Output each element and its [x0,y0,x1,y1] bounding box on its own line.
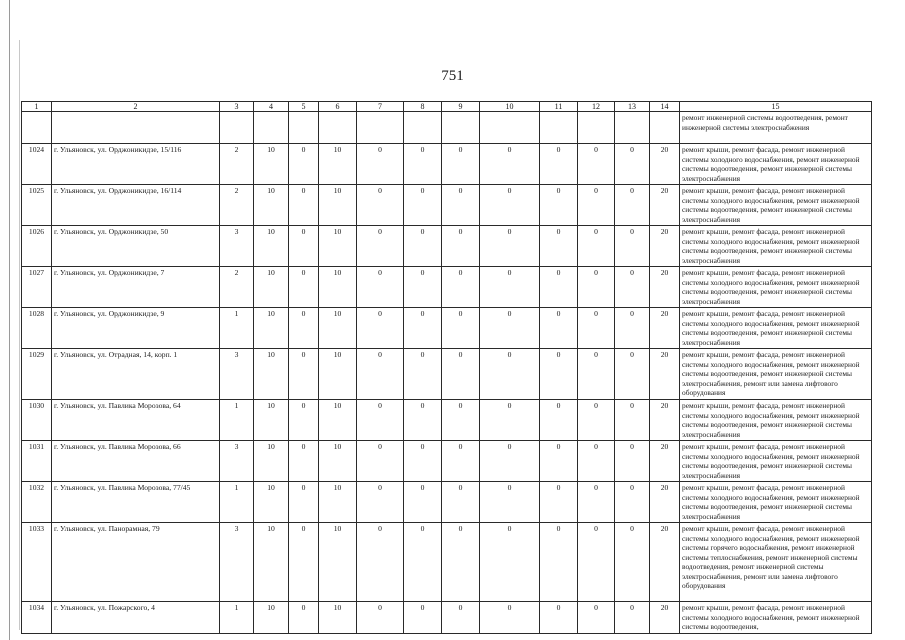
value-cell: 10 [319,602,357,634]
value-cell: 0 [540,226,578,267]
value-cell: 0 [578,482,615,523]
value-cell: 0 [442,144,480,185]
value-cell: 10 [254,482,289,523]
value-cell: 20 [650,267,680,308]
house-address: г. Ульяновск, ул. Пожарского, 4 [52,602,220,634]
row-number: 1034 [22,602,52,634]
value-cell: 0 [615,523,650,602]
value-cell: 0 [480,349,540,400]
column-number: 15 [680,102,872,112]
works-list: ремонт крыши, ремонт фасада, ремонт инженерной системы холодного водоснабжения, ремонт инженерной системы водоотведения, ремонт инженерной системы электроснабжения [680,482,872,523]
value-cell: 10 [319,523,357,602]
value-cell: 0 [540,267,578,308]
value-cell: 0 [442,482,480,523]
value-cell: 0 [404,602,442,634]
value-cell: 0 [404,400,442,441]
value-cell: 0 [578,308,615,349]
value-cell: 0 [442,185,480,226]
value-cell: 0 [289,400,319,441]
value-cell: 10 [319,308,357,349]
value-cell: 10 [319,400,357,441]
value-cell: 0 [404,185,442,226]
value-cell: 0 [357,482,404,523]
value-cell: 20 [650,308,680,349]
value-cell: 0 [615,349,650,400]
column-number: 4 [254,102,289,112]
value-cell: 10 [319,441,357,482]
value-cell: 0 [540,482,578,523]
value-cell: 0 [357,144,404,185]
column-number-row [22,102,872,112]
value-cell: 0 [357,523,404,602]
works-list: ремонт крыши, ремонт фасада, ремонт инженерной системы холодного водоснабжения, ремонт инженерной системы водоотведения, ремонт инженерной системы электроснабжения [680,144,872,185]
value-cell: 0 [578,185,615,226]
column-number: 6 [319,102,357,112]
row-number: 1030 [22,400,52,441]
value-cell: 0 [578,226,615,267]
table-row [22,144,872,185]
value-cell: 10 [254,226,289,267]
value-cell: 20 [650,185,680,226]
value-cell: 0 [357,441,404,482]
value-cell: 0 [578,267,615,308]
row-number: 1026 [22,226,52,267]
row-number: 1033 [22,523,52,602]
value-cell: 0 [404,308,442,349]
value-cell: 0 [540,185,578,226]
binding-line [9,0,10,640]
value-cell: 10 [254,441,289,482]
continuation-row [22,112,872,144]
house-address: г. Ульяновск, ул. Орджоникидзе, 16/114 [52,185,220,226]
table-row [22,441,872,482]
value-cell: 10 [319,482,357,523]
value-cell: 10 [254,400,289,441]
value-cell: 10 [319,267,357,308]
value-cell: 10 [254,267,289,308]
column-number: 5 [289,102,319,112]
value-cell: 0 [480,308,540,349]
value-cell: 10 [319,226,357,267]
house-address: г. Ульяновск, ул. Панорамная, 79 [52,523,220,602]
works-list: ремонт крыши, ремонт фасада, ремонт инженерной системы холодного водоснабжения, ремонт инженерной системы водоотведения, ремонт инженерной системы электроснабжения, ремонт или замена лифтового оборудования [680,349,872,400]
value-cell: 0 [442,441,480,482]
row-number: 1029 [22,349,52,400]
column-number: 3 [220,102,254,112]
house-address: г. Ульяновск, ул. Павлика Морозова, 64 [52,400,220,441]
value-cell: 0 [480,267,540,308]
value-cell: 3 [220,226,254,267]
value-cell: 0 [480,400,540,441]
value-cell: 20 [650,144,680,185]
value-cell: 0 [442,226,480,267]
value-cell: 0 [289,441,319,482]
house-address: г. Ульяновск, ул. Орджоникидзе, 9 [52,308,220,349]
value-cell: 10 [254,144,289,185]
value-cell: 10 [319,185,357,226]
value-cell: 2 [220,185,254,226]
table-row [22,400,872,441]
column-number: 8 [404,102,442,112]
house-address: г. Ульяновск, ул. Орджоникидзе, 15/116 [52,144,220,185]
table-row [22,267,872,308]
binding-line-inner [19,40,20,630]
table-row [22,308,872,349]
value-cell: 0 [615,226,650,267]
column-number: 1 [22,102,52,112]
value-cell: 0 [404,349,442,400]
value-cell: 0 [357,308,404,349]
value-cell: 0 [289,267,319,308]
row-number: 1028 [22,308,52,349]
column-number: 9 [442,102,480,112]
value-cell: 0 [289,308,319,349]
works-list: ремонт крыши, ремонт фасада, ремонт инженерной системы холодного водоснабжения, ремонт инженерной системы водоотведения, ремонт инженерной системы электроснабжения [680,267,872,308]
value-cell: 20 [650,523,680,602]
value-cell: 0 [404,226,442,267]
value-cell: 0 [289,602,319,634]
value-cell: 0 [615,400,650,441]
value-cell: 0 [442,523,480,602]
value-cell: 10 [254,349,289,400]
value-cell: 0 [357,226,404,267]
value-cell: 0 [480,602,540,634]
value-cell: 0 [615,602,650,634]
value-cell: 10 [254,185,289,226]
value-cell: 0 [540,400,578,441]
works-list: ремонт крыши, ремонт фасада, ремонт инженерной системы холодного водоснабжения, ремонт инженерной системы водоотведения, ремонт инженерной системы электроснабжения [680,185,872,226]
value-cell: 0 [540,308,578,349]
works-list: ремонт крыши, ремонт фасада, ремонт инженерной системы холодного водоснабжения, ремонт инженерной системы водоотведения, ремонт инженерной системы электроснабжения [680,400,872,441]
value-cell: 3 [220,523,254,602]
value-cell: 10 [319,349,357,400]
row-number: 1032 [22,482,52,523]
table-row [22,602,872,634]
value-cell: 0 [357,602,404,634]
value-cell: 1 [220,308,254,349]
value-cell: 10 [319,144,357,185]
value-cell: 0 [540,441,578,482]
value-cell: 10 [254,523,289,602]
value-cell: 0 [540,523,578,602]
value-cell: 0 [578,602,615,634]
value-cell: 0 [615,267,650,308]
value-cell: 0 [357,400,404,441]
value-cell: 3 [220,349,254,400]
row-number: 1025 [22,185,52,226]
value-cell: 0 [578,441,615,482]
value-cell: 0 [540,349,578,400]
value-cell: 0 [442,308,480,349]
value-cell: 10 [254,602,289,634]
house-address: г. Ульяновск, ул. Павлика Морозова, 77/45 [52,482,220,523]
table-row [22,523,872,602]
value-cell: 0 [442,349,480,400]
value-cell: 0 [442,602,480,634]
value-cell: 0 [289,349,319,400]
value-cell: 0 [404,523,442,602]
value-cell: 0 [442,267,480,308]
value-cell: 0 [615,185,650,226]
value-cell: 0 [289,482,319,523]
value-cell: 1 [220,482,254,523]
table-row [22,226,872,267]
column-number: 11 [540,102,578,112]
value-cell: 2 [220,267,254,308]
house-address: г. Ульяновск, ул. Отрадная, 14, корп. 1 [52,349,220,400]
value-cell: 0 [615,308,650,349]
value-cell: 0 [404,482,442,523]
value-cell: 20 [650,226,680,267]
value-cell: 20 [650,349,680,400]
column-number: 13 [615,102,650,112]
row-number: 1024 [22,144,52,185]
house-address: г. Ульяновск, ул. Орджоникидзе, 50 [52,226,220,267]
value-cell: 0 [289,523,319,602]
column-number: 2 [52,102,220,112]
value-cell: 0 [615,144,650,185]
value-cell: 0 [442,400,480,441]
value-cell: 0 [404,267,442,308]
value-cell: 0 [404,441,442,482]
value-cell: 20 [650,400,680,441]
value-cell: 0 [480,185,540,226]
value-cell: 0 [357,185,404,226]
house-address: г. Ульяновск, ул. Орджоникидзе, 7 [52,267,220,308]
column-number: 10 [480,102,540,112]
value-cell: 0 [540,602,578,634]
value-cell: 0 [480,144,540,185]
column-number: 14 [650,102,680,112]
value-cell: 0 [615,482,650,523]
row-number: 1027 [22,267,52,308]
value-cell: 0 [480,226,540,267]
house-address: г. Ульяновск, ул. Павлика Морозова, 66 [52,441,220,482]
works-list: ремонт крыши, ремонт фасада, ремонт инженерной системы холодного водоснабжения, ремонт инженерной системы водоотведения, ремонт инженерной системы электроснабжения [680,226,872,267]
value-cell: 0 [480,523,540,602]
value-cell: 1 [220,400,254,441]
value-cell: 0 [540,144,578,185]
works-list: ремонт крыши, ремонт фасада, ремонт инженерной системы холодного водоснабжения, ремонт инженерной системы водоотведения, ремонт инженерной системы электроснабжения [680,441,872,482]
value-cell: 0 [578,523,615,602]
value-cell: 0 [480,482,540,523]
value-cell: 10 [254,308,289,349]
works-list: ремонт крыши, ремонт фасада, ремонт инженерной системы холодного водоснабжения, ремонт инженерной системы водоотведения, ремонт инженерной системы электроснабжения [680,308,872,349]
value-cell: 0 [289,185,319,226]
repair-program-table [21,101,872,634]
column-number: 12 [578,102,615,112]
page-number: 751 [441,68,464,84]
works-list: ремонт крыши, ремонт фасада, ремонт инженерной системы холодного водоснабжения, ремонт инженерной системы горячего водоснабжения, ремонт инженерной системы теплоснабжения, ремонт инженерной системы водоотведения, ремонт инженерной системы электроснабжения, ремонт или замена лифтового оборудования [680,523,872,602]
value-cell: 2 [220,144,254,185]
value-cell: 0 [578,144,615,185]
table-row [22,185,872,226]
works-list: ремонт инженерной системы водоотведения, ремонт инженерной системы электроснабжения [680,112,872,144]
value-cell: 0 [357,349,404,400]
row-number: 1031 [22,441,52,482]
value-cell: 0 [578,349,615,400]
column-number: 7 [357,102,404,112]
value-cell: 0 [480,441,540,482]
value-cell: 20 [650,441,680,482]
value-cell: 20 [650,482,680,523]
table-row [22,349,872,400]
value-cell: 1 [220,602,254,634]
value-cell: 0 [578,400,615,441]
value-cell: 0 [615,441,650,482]
value-cell: 0 [357,267,404,308]
table-row [22,482,872,523]
value-cell: 0 [289,226,319,267]
value-cell: 3 [220,441,254,482]
value-cell: 20 [650,602,680,634]
works-list: ремонт крыши, ремонт фасада, ремонт инженерной системы холодного водоснабжения, ремонт инженерной системы водоотведения, [680,602,872,634]
value-cell: 0 [404,144,442,185]
value-cell: 0 [289,144,319,185]
